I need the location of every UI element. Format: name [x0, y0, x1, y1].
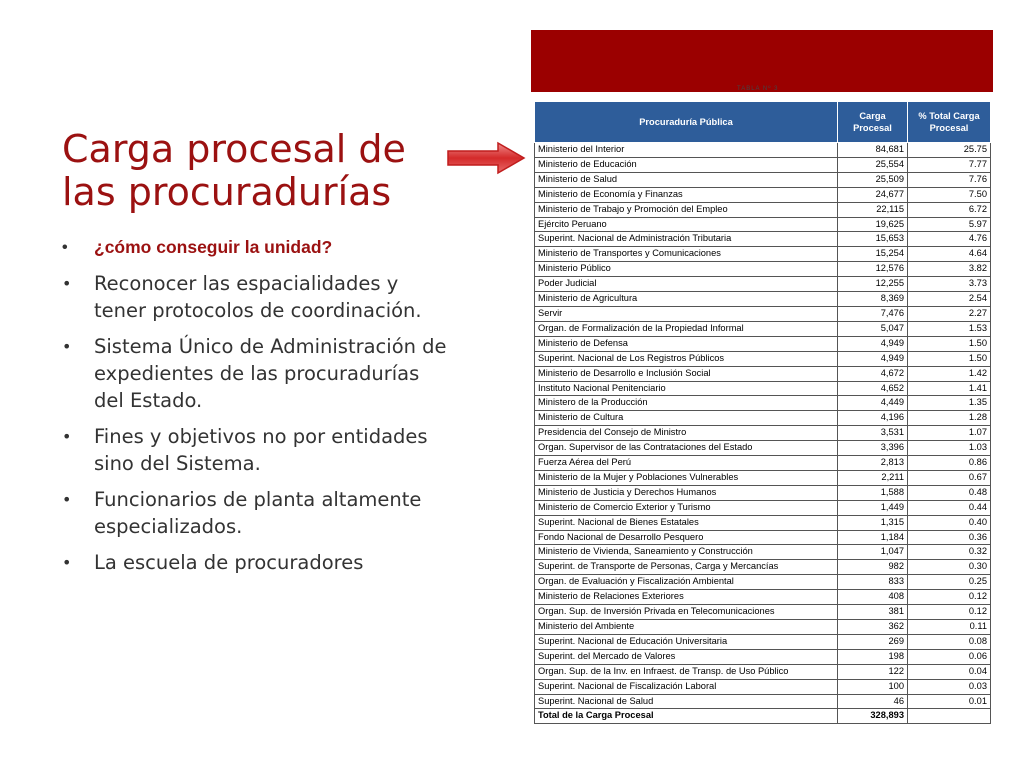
table-row	[535, 515, 991, 530]
cell-porcentaje: 0.11	[908, 620, 991, 635]
cell-carga: 24,677	[838, 187, 908, 202]
cell-carga: 19,625	[838, 217, 908, 232]
cell-porcentaje: 1.50	[908, 336, 991, 351]
cell-carga: 362	[838, 620, 908, 635]
cell-procuraduria: Ministerio de Comercio Exterior y Turismo	[535, 500, 838, 515]
cell-procuraduria: Superint. de Transporte de Personas, Carga y Mercancías	[535, 560, 838, 575]
table-row	[535, 247, 991, 262]
table-row	[535, 366, 991, 381]
table-row	[535, 649, 991, 664]
table-row	[535, 396, 991, 411]
table-row	[535, 590, 991, 605]
cell-porcentaje: 1.03	[908, 441, 991, 456]
cell-carga: 1,588	[838, 485, 908, 500]
cell-carga: 982	[838, 560, 908, 575]
cell-carga: 4,652	[838, 381, 908, 396]
bullet-list	[62, 234, 447, 585]
cell-carga: 12,255	[838, 277, 908, 292]
cell-procuraduria: Total de la Carga Procesal	[535, 709, 838, 724]
table-row	[535, 381, 991, 396]
table-row	[535, 292, 991, 307]
cell-porcentaje	[908, 709, 991, 724]
cell-carga: 4,949	[838, 351, 908, 366]
cell-procuraduria: Servir	[535, 306, 838, 321]
cell-carga: 1,315	[838, 515, 908, 530]
table-row	[535, 187, 991, 202]
table-row	[535, 500, 991, 515]
cell-procuraduria: Superint. Nacional de Fiscalización Laboral	[535, 679, 838, 694]
cell-procuraduria: Ministerio de Educación	[535, 157, 838, 172]
table-row	[535, 694, 991, 709]
table-row	[535, 157, 991, 172]
cell-carga: 408	[838, 590, 908, 605]
bullet-glyph: •	[62, 490, 72, 509]
table-row	[535, 530, 991, 545]
cell-carga: 833	[838, 575, 908, 590]
cell-porcentaje: 2.27	[908, 306, 991, 321]
cell-procuraduria: Organ. de Evaluación y Fiscalización Ambiental	[535, 575, 838, 590]
cell-porcentaje: 7.77	[908, 157, 991, 172]
cell-porcentaje: 0.12	[908, 605, 991, 620]
cell-procuraduria: Ministerio de Vivienda, Saneamiento y Construcción	[535, 545, 838, 560]
bullet-text: Sistema Único de Administración de expedientes de las procuradurías del Estado.	[94, 335, 447, 412]
bullet-glyph: •	[62, 553, 72, 572]
cell-porcentaje: 4.76	[908, 232, 991, 247]
cell-porcentaje: 2.54	[908, 292, 991, 307]
table-row	[535, 336, 991, 351]
bullet-item	[62, 423, 447, 477]
table-row	[535, 306, 991, 321]
cell-procuraduria: Superint. del Mercado de Valores	[535, 649, 838, 664]
table-row	[535, 172, 991, 187]
bullet-glyph: •	[62, 239, 68, 256]
cell-carga: 84,681	[838, 143, 908, 158]
cell-procuraduria: Fuerza Aérea del Perú	[535, 456, 838, 471]
cell-porcentaje: 0.36	[908, 530, 991, 545]
cell-porcentaje: 0.12	[908, 590, 991, 605]
cell-procuraduria: Superint. Nacional de Los Registros Públicos	[535, 351, 838, 366]
table-row	[535, 143, 991, 158]
column-header-carga: Carga Procesal	[838, 102, 908, 143]
cell-carga: 269	[838, 634, 908, 649]
cell-procuraduria: Ministerio del Interior	[535, 143, 838, 158]
table-row	[535, 679, 991, 694]
table-row	[535, 441, 991, 456]
table-row	[535, 545, 991, 560]
table-row	[535, 411, 991, 426]
cell-porcentaje: 7.76	[908, 172, 991, 187]
bullet-glyph: •	[62, 274, 72, 293]
table-row	[535, 262, 991, 277]
cell-procuraduria: Ministerio de Agricultura	[535, 292, 838, 307]
bullet-item	[62, 270, 447, 324]
table-row	[535, 485, 991, 500]
cell-procuraduria: Organ. de Formalización de la Propiedad Informal	[535, 321, 838, 336]
cell-porcentaje: 1.28	[908, 411, 991, 426]
cell-procuraduria: Ministerio de Economía y Finanzas	[535, 187, 838, 202]
cell-procuraduria: Ministerio de Defensa	[535, 336, 838, 351]
cell-porcentaje: 0.44	[908, 500, 991, 515]
column-header-porcentaje: % Total Carga Procesal	[908, 102, 991, 143]
bullet-item	[62, 333, 447, 414]
cell-carga: 12,576	[838, 262, 908, 277]
cell-carga: 4,672	[838, 366, 908, 381]
cell-porcentaje: 0.67	[908, 470, 991, 485]
cell-porcentaje: 1.07	[908, 426, 991, 441]
cell-porcentaje: 1.35	[908, 396, 991, 411]
data-table	[534, 101, 991, 724]
cell-carga: 2,813	[838, 456, 908, 471]
table-row	[535, 634, 991, 649]
bullet-text: Reconocer las espacialidades y tener protocolos de coordinación.	[94, 272, 422, 322]
cell-carga: 4,449	[838, 396, 908, 411]
cell-carga: 22,115	[838, 202, 908, 217]
column-header-procuraduria: Procuraduría Pública	[535, 102, 838, 143]
cell-procuraduria: Superint. Nacional de Educación Universitaria	[535, 634, 838, 649]
cell-porcentaje: 5.97	[908, 217, 991, 232]
cell-carga: 15,254	[838, 247, 908, 262]
bullet-text: La escuela de procuradores	[94, 551, 364, 574]
cell-carga: 5,047	[838, 321, 908, 336]
cell-porcentaje: 0.25	[908, 575, 991, 590]
cell-procuraduria: Ministerio de la Mujer y Poblaciones Vulnerables	[535, 470, 838, 485]
bullet-item	[62, 486, 447, 540]
bullet-item	[62, 549, 447, 576]
table-row	[535, 202, 991, 217]
cell-porcentaje: 1.42	[908, 366, 991, 381]
cell-procuraduria: Ministerio de Justicia y Derechos Humanos	[535, 485, 838, 500]
cell-carga: 4,949	[838, 336, 908, 351]
cell-porcentaje: 0.30	[908, 560, 991, 575]
cell-procuraduria: Superint. Nacional de Bienes Estatales	[535, 515, 838, 530]
cell-porcentaje: 25.75	[908, 143, 991, 158]
cell-porcentaje: 0.86	[908, 456, 991, 471]
cell-porcentaje: 1.53	[908, 321, 991, 336]
bullet-glyph: •	[62, 337, 72, 356]
cell-procuraduria: Ministerio de Trabajo y Promoción del Empleo	[535, 202, 838, 217]
cell-procuraduria: Instituto Nacional Penitenciario	[535, 381, 838, 396]
cell-procuraduria: Poder Judicial	[535, 277, 838, 292]
table-row	[535, 217, 991, 232]
cell-procuraduria: Superint. Nacional de Salud	[535, 694, 838, 709]
table-row	[535, 664, 991, 679]
cell-porcentaje: 4.64	[908, 247, 991, 262]
cell-porcentaje: 0.08	[908, 634, 991, 649]
cell-procuraduria: Organ. Sup. de Inversión Privada en Telecomunicaciones	[535, 605, 838, 620]
cell-procuraduria: Ministero de la Producción	[535, 396, 838, 411]
table-row	[535, 560, 991, 575]
cell-carga: 25,554	[838, 157, 908, 172]
cell-porcentaje: 1.41	[908, 381, 991, 396]
table-row	[535, 575, 991, 590]
cell-carga: 100	[838, 679, 908, 694]
cell-procuraduria: Organ. Sup. de la Inv. en Infraest. de Transp. de Uso Público	[535, 664, 838, 679]
cell-procuraduria: Organ. Supervisor de las Contrataciones del Estado	[535, 441, 838, 456]
cell-carga: 122	[838, 664, 908, 679]
cell-carga: 198	[838, 649, 908, 664]
bullet-glyph: •	[62, 427, 72, 446]
cell-carga: 3,396	[838, 441, 908, 456]
cell-porcentaje: 0.48	[908, 485, 991, 500]
cell-porcentaje: 0.03	[908, 679, 991, 694]
cell-porcentaje: 0.40	[908, 515, 991, 530]
cell-carga: 15,653	[838, 232, 908, 247]
cell-procuraduria: Fondo Nacional de Desarrollo Pesquero	[535, 530, 838, 545]
cell-procuraduria: Ministerio de Transportes y Comunicaciones	[535, 247, 838, 262]
cell-procuraduria: Ministerio Público	[535, 262, 838, 277]
procuradurias-table	[534, 101, 990, 724]
cell-porcentaje: 6.72	[908, 202, 991, 217]
table-row	[535, 620, 991, 635]
table-header-row	[535, 102, 991, 143]
slide-title: Carga procesal de las procuradurías	[62, 127, 406, 214]
cell-procuraduria: Ministerio de Cultura	[535, 411, 838, 426]
cell-procuraduria: Ministerio del Ambiente	[535, 620, 838, 635]
cell-procuraduria: Ministerio de Salud	[535, 172, 838, 187]
cell-carga: 46	[838, 694, 908, 709]
right-arrow-icon	[446, 140, 526, 176]
cell-porcentaje: 0.06	[908, 649, 991, 664]
table-row	[535, 426, 991, 441]
cell-carga: 1,449	[838, 500, 908, 515]
cell-carga: 1,047	[838, 545, 908, 560]
cell-procuraduria: Presidencia del Consejo de Ministro	[535, 426, 838, 441]
table-row	[535, 277, 991, 292]
cell-carga: 1,184	[838, 530, 908, 545]
cell-procuraduria: Ministerio de Desarrollo e Inclusión Social	[535, 366, 838, 381]
bullet-text: ¿cómo conseguir la unidad?	[94, 237, 333, 257]
cell-porcentaje: 7.50	[908, 187, 991, 202]
cell-carga: 2,211	[838, 470, 908, 485]
bullet-text: Fines y objetivos no por entidades sino del Sistema.	[94, 425, 428, 475]
table-row	[535, 456, 991, 471]
table-row	[535, 470, 991, 485]
cell-carga: 4,196	[838, 411, 908, 426]
table-row	[535, 605, 991, 620]
cell-porcentaje: 0.01	[908, 694, 991, 709]
cell-porcentaje: 0.04	[908, 664, 991, 679]
table-caption: TABLA Nº 3	[737, 86, 779, 92]
cell-carga: 3,531	[838, 426, 908, 441]
table-row	[535, 321, 991, 336]
table-banner	[531, 30, 993, 92]
table-row	[535, 351, 991, 366]
cell-porcentaje: 1.50	[908, 351, 991, 366]
cell-carga: 8,369	[838, 292, 908, 307]
cell-procuraduria: Ejército Peruano	[535, 217, 838, 232]
cell-porcentaje: 3.73	[908, 277, 991, 292]
cell-porcentaje: 0.32	[908, 545, 991, 560]
cell-procuraduria: Ministerio de Relaciones Exteriores	[535, 590, 838, 605]
table-row	[535, 232, 991, 247]
cell-carga: 25,509	[838, 172, 908, 187]
bullet-item	[62, 234, 447, 261]
cell-procuraduria: Superint. Nacional de Administración Tributaria	[535, 232, 838, 247]
bullet-text: Funcionarios de planta altamente especializados.	[94, 488, 422, 538]
cell-carga: 7,476	[838, 306, 908, 321]
cell-carga: 381	[838, 605, 908, 620]
table-body	[535, 143, 991, 724]
table-total-row	[535, 709, 991, 724]
cell-porcentaje: 3.82	[908, 262, 991, 277]
cell-carga: 328,893	[838, 709, 908, 724]
